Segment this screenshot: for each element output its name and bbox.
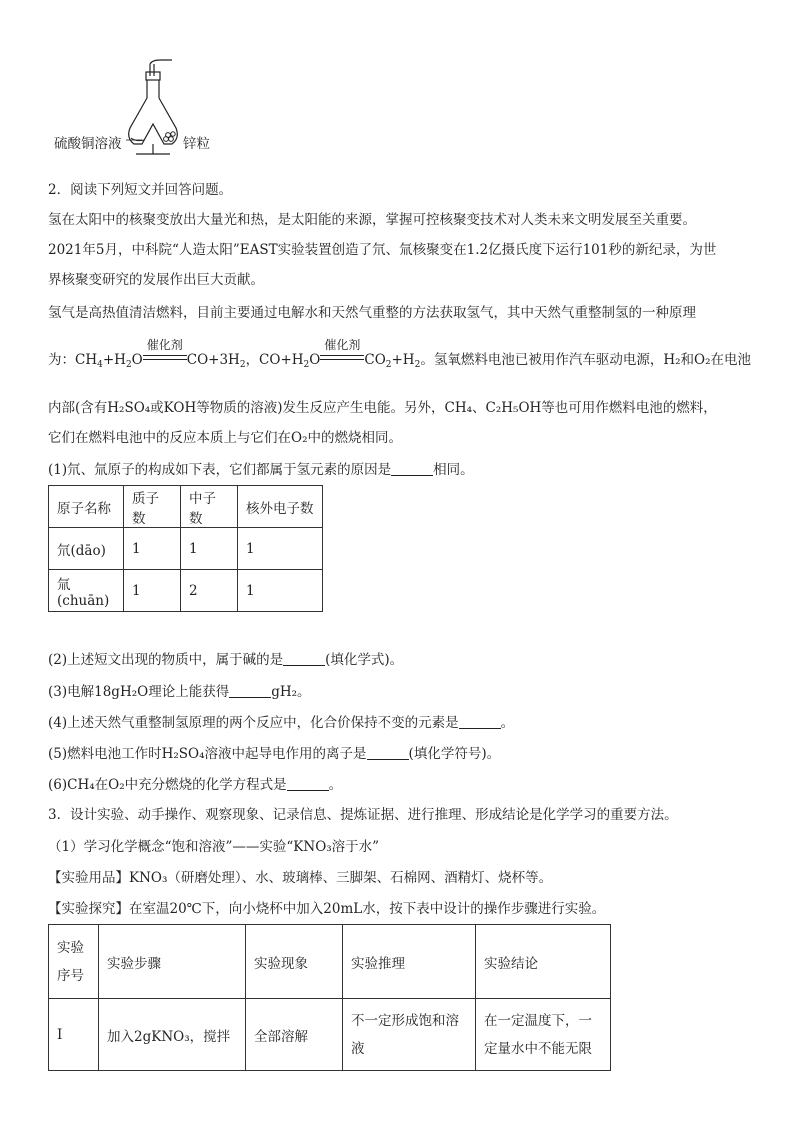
- q2-paragraph-5: 内部(含有H₂SO₄或KOH等物质的溶液)发生反应产生电能。另外，CH₄、C₂H₅OH等也可用作燃料电池的燃料，: [48, 400, 717, 416]
- experiment-table: 实验序号 实验步骤 实验现象 实验推理 实验结论 I 加入2gKNO₃，搅拌 全部溶解 不一定形成饱和溶液 在一定温度下，一定量水中不能无限: [48, 924, 611, 1071]
- q2-paragraph-2a: 2021年5月，中科院“人造太阳”EAST实验装置创造了氘、氚核聚变在1.2亿摄氏度下运行101秒的新纪录，为世: [48, 242, 717, 258]
- table-row: 氚(chuān) 1 2 1: [49, 570, 323, 612]
- q2-paragraph-3: 氢气是高热值清洁燃料，目前主要通过电解水和天然气重整的方法获取氢气，其中天然气重整制氢的一种原理: [48, 305, 696, 321]
- table-row: 氘(dāo) 1 1 1: [49, 528, 323, 570]
- atom-structure-table: 原子名称 质子数 中子数 核外电子数 氘(dāo) 1 1 1 氚(chuān) 1 2 1: [48, 485, 323, 612]
- answer-blank[interactable]: [229, 683, 271, 698]
- q2-equation-line: 为：$CH_4+H_2O$ 催化剂 $CO+3H_2$，$CO+H_2O$ 催化剂 $CO_2+H_2$。氢氧燃料电池已被用作汽车驱动电源，H₂和O₂在电池: [48, 338, 751, 370]
- answer-blank[interactable]: [283, 651, 325, 666]
- q2-sub2: (2)上述短文出现的物质中，属于碱的是 (填化学式)。: [48, 652, 404, 668]
- answer-blank[interactable]: [287, 776, 329, 791]
- q2-sub3: (3)电解18gH₂O理论上能获得 gH₂。: [48, 684, 311, 700]
- copper-sulfate-label: 硫酸铜溶液: [54, 136, 122, 152]
- answer-blank[interactable]: [459, 714, 501, 729]
- catalyst-arrow-1: 催化剂: [143, 351, 187, 365]
- q2-sub5: (5)燃料电池工作时H₂SO₄溶液中起导电作用的离子是 (填化学符号)。: [48, 746, 501, 762]
- equation-suffix: 。氢氧燃料电池已被用作汽车驱动电源，H₂和O₂在电池: [420, 352, 751, 368]
- answer-blank[interactable]: [391, 461, 433, 476]
- question-3-header: 3．设计实验、动手操作、观察现象、记录信息、提炼证据、进行推理、形成结论是化学学习的重要方法。: [48, 807, 678, 823]
- q3-sub1: （1）学习化学概念“饱和溶液”——实验“KNO₃溶于水”: [48, 839, 380, 855]
- table-row: I 加入2gKNO₃，搅拌 全部溶解 不一定形成饱和溶液 在一定温度下，一定量水中不能无限: [49, 999, 611, 1071]
- catalyst-arrow-2: 催化剂: [320, 351, 364, 365]
- equation-prefix: 为：: [48, 352, 75, 368]
- y-tube-apparatus: [50, 58, 250, 172]
- question-2-header: 2．阅读下列短文并回答问题。: [48, 182, 233, 198]
- q2-paragraph-2b: 界核聚变研究的发展作出巨大贡献。: [48, 272, 264, 288]
- q2-paragraph-6: 它们在燃料电池中的反应本质上与它们在O₂中的燃烧相同。: [48, 430, 402, 446]
- q3-explore: 【实验探究】在室温20℃下，向小烧杯中加入20mL水，按下表中设计的操作步骤进行实验。: [48, 901, 606, 917]
- q2-sub6: (6)CH₄在O₂中充分燃烧的化学方程式是 。: [48, 777, 343, 793]
- q2-paragraph-1: 氢在太阳中的核聚变放出大量光和热，是太阳能的来源，掌握可控核聚变技术对人类未来文明发展至关重要。: [48, 212, 696, 228]
- answer-blank[interactable]: [367, 745, 409, 760]
- zinc-granule-label: 锌粒: [183, 136, 210, 152]
- q2-sub4: (4)上述天然气重整制氢原理的两个反应中，化合价保持不变的元素是 。: [48, 715, 515, 731]
- q3-materials: 【实验用品】KNO₃（研磨处理）、水、玻璃棒、三脚架、石棉网、酒精灯、烧杯等。: [48, 870, 553, 886]
- q2-sub1: (1)氘、氚原子的构成如下表，它们都属于氢元素的原因是 相同。: [48, 462, 474, 478]
